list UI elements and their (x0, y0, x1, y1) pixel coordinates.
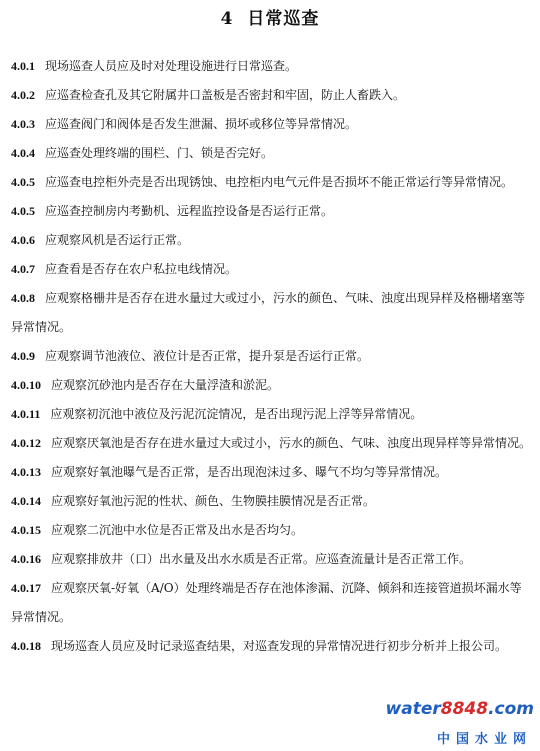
clause-item (11, 139, 531, 168)
clause-number: 4.0.4 (11, 146, 35, 160)
clause-number: 4.0.2 (11, 88, 35, 102)
clause-number: 4.0.16 (11, 552, 41, 566)
clause-number: 4.0.14 (11, 494, 41, 508)
clause-text: 现场巡查人员应及时对处理设施进行日常巡查。 (45, 59, 298, 73)
clause-text: 应观察格栅井是否存在进水量过大或过小，污水的颜色、气味、浊度出现异样及格栅堵塞等异常情况。 (11, 291, 526, 334)
clause-text: 应观察厌氧池是否存在进水量过大或过小，污水的颜色、气味、浊度出现异样等异常情况。 (51, 436, 532, 450)
clause-item (11, 632, 531, 661)
clause-number: 4.0.10 (11, 378, 41, 392)
section-number: 4 (220, 9, 234, 29)
clause-number: 4.0.8 (11, 291, 35, 305)
clause-item (11, 255, 531, 284)
clause-item (11, 226, 531, 255)
clause-item (11, 52, 531, 81)
clause-number: 4.0.6 (11, 233, 35, 247)
clause-item (11, 545, 531, 574)
clause-number: 4.0.18 (11, 639, 41, 653)
clause-text: 应观察厌氧-好氧（A/O）处理终端是否存在池体渗漏、沉降、倾斜和连接管道损坏漏水等异常情况。 (11, 581, 522, 624)
clause-text: 现场巡查人员应及时记录巡查结果，对巡查发现的异常情况进行初步分析并上报公司。 (51, 639, 508, 653)
clause-item (11, 371, 531, 400)
clause-text: 应观察沉砂池内是否存在大量浮渣和淤泥。 (51, 378, 280, 392)
clause-text: 应观察排放井（口）出水量及出水水质是否正常。应巡查流量计是否正常工作。 (51, 552, 472, 566)
clause-item (11, 487, 531, 516)
clause-text: 应查看是否存在农户私拉电线情况。 (45, 262, 238, 276)
clause-item (11, 110, 531, 139)
watermark-name: 中国水业网 (436, 732, 532, 747)
watermark-site: water8848.com (385, 699, 534, 719)
clause-text: 应巡查电控柜外壳是否出现锈蚀、电控柜内电气元件是否损坏不能正常运行等异常情况。 (45, 175, 514, 189)
clause-text: 应巡查控制房内考勤机、远程监控设备是否运行正常。 (45, 204, 334, 218)
clause-text: 应巡查阀门和阀体是否发生泄漏、损坏或移位等异常情况。 (45, 117, 358, 131)
watermark-logo (385, 699, 534, 747)
clause-list (11, 52, 531, 661)
clause-item (11, 574, 531, 632)
clause-item (11, 284, 531, 342)
section-title-text: 日常巡查 (247, 9, 320, 29)
clause-text: 应观察初沉池中液位及污泥沉淀情况，是否出现污泥上浮等异常情况。 (50, 407, 423, 421)
clause-text: 应观察二沉池中水位是否正常及出水是否均匀。 (51, 523, 304, 537)
clause-item (11, 458, 531, 487)
clause-text: 应巡查检查孔及其它附属井口盖板是否密封和牢固，防止人畜跌入。 (45, 88, 406, 102)
clause-number: 4.0.7 (11, 262, 35, 276)
clause-number: 4.0.17 (11, 581, 41, 595)
clause-number: 4.0.11 (11, 407, 41, 421)
clause-text: 应观察风机是否运行正常。 (45, 233, 190, 247)
clause-item (11, 429, 531, 458)
clause-item (11, 197, 531, 226)
clause-number: 4.0.1 (11, 59, 35, 73)
clause-number: 4.0.5 (11, 204, 35, 218)
clause-text: 应观察好氧池曝气是否正常，是否出现泡沫过多、曝气不均匀等异常情况。 (51, 465, 448, 479)
clause-text: 应巡查处理终端的围栏、门、锁是否完好。 (45, 146, 274, 160)
clause-number: 4.0.5 (11, 175, 35, 189)
clause-number: 4.0.13 (11, 465, 41, 479)
clause-number: 4.0.9 (11, 349, 35, 363)
clause-item (11, 516, 531, 545)
clause-item (11, 342, 531, 371)
clause-item (11, 400, 531, 429)
clause-item (11, 81, 531, 110)
clause-item (11, 168, 531, 197)
clause-number: 4.0.3 (11, 117, 35, 131)
clause-number: 4.0.12 (11, 436, 41, 450)
clause-text: 应观察调节池液位、液位计是否正常，提升泵是否运行正常。 (45, 349, 370, 363)
clause-text: 应观察好氧池污泥的性状、颜色、生物膜挂膜情况是否正常。 (51, 494, 376, 508)
section-title (0, 4, 540, 29)
clause-number: 4.0.15 (11, 523, 41, 537)
